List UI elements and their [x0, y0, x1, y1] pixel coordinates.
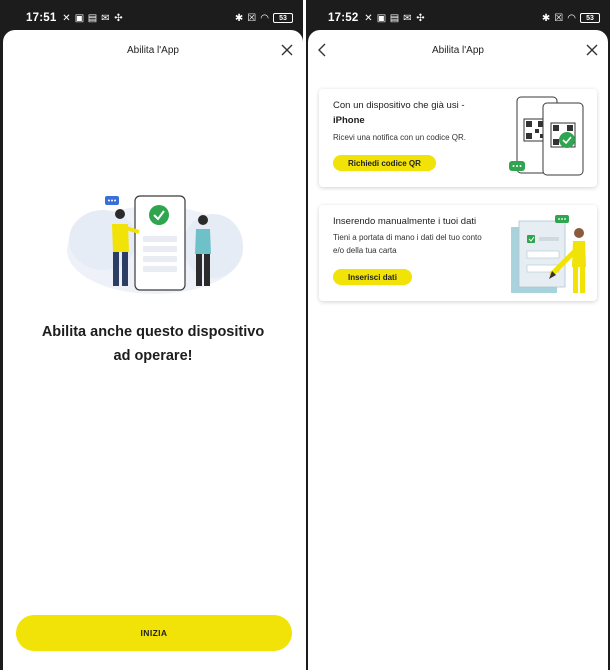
- system-icons: [235, 13, 293, 24]
- start-button[interactable]: INIZIA: [16, 615, 292, 651]
- mute-icon: ✕: [62, 12, 71, 24]
- close-icon[interactable]: [585, 43, 599, 57]
- book-icon: ▤: [389, 12, 400, 24]
- sim-icon: ☒: [554, 12, 564, 24]
- request-qr-button[interactable]: Richiedi codice QR: [333, 155, 436, 171]
- system-icons: [542, 13, 600, 24]
- sheet-title: Abilita l'App: [432, 44, 484, 56]
- sheet-header: [3, 30, 303, 70]
- card-title: Inserendo manualmente i tuoi dati: [333, 216, 477, 227]
- bottom-sheet: [3, 30, 303, 670]
- option-card-qr[interactable]: [319, 89, 597, 187]
- app-n-icon: ▣: [74, 12, 85, 24]
- sheet-title: Abilita l'App: [127, 44, 179, 56]
- card-title-device: iPhone: [333, 115, 365, 126]
- close-icon[interactable]: [280, 43, 294, 57]
- phone-screen-right: [306, 0, 610, 670]
- card-title: [333, 98, 483, 128]
- bottom-sheet: [308, 30, 608, 670]
- book-icon: ▤: [87, 12, 98, 24]
- notification-icons: [363, 13, 425, 24]
- chevron-left-icon[interactable]: [316, 43, 328, 57]
- sim-icon: ☒: [247, 12, 257, 24]
- app-icon: ✣: [416, 12, 425, 24]
- option-card-manual[interactable]: [319, 205, 597, 301]
- wifi-icon: ◠: [260, 12, 269, 24]
- battery-icon: 53: [273, 13, 293, 23]
- headline: Abilita anche questo dispositivo ad operare!: [41, 324, 265, 364]
- app-n-icon: ▣: [376, 12, 387, 24]
- mail-icon: ✉: [101, 12, 110, 24]
- card-description: Ricevi una notifica con un codice QR.: [333, 133, 466, 142]
- status-time: 17:52: [328, 12, 359, 24]
- bluetooth-icon: ✱: [234, 12, 244, 24]
- card-description: Tieni a portata di mano i dati del tuo conto e/o della tua carta: [333, 233, 482, 255]
- notification-icons: [61, 13, 123, 24]
- qr-phones-icon: [507, 93, 591, 181]
- status-time: 17:51: [26, 12, 57, 24]
- app-icon: ✣: [114, 12, 123, 24]
- battery-icon: 53: [580, 13, 600, 23]
- phone-screen-left: [0, 0, 303, 670]
- mail-icon: ✉: [403, 12, 412, 24]
- card-title-text: Con un dispositivo che già usi -: [333, 100, 465, 111]
- enter-data-button[interactable]: Inserisci dati: [333, 269, 412, 285]
- sheet-header: [308, 30, 608, 70]
- form-pencil-icon: [507, 209, 591, 297]
- wifi-icon: ◠: [567, 12, 576, 24]
- mute-icon: ✕: [364, 12, 373, 24]
- bluetooth-icon: ✱: [541, 12, 551, 24]
- enable-device-illustration: [63, 180, 248, 300]
